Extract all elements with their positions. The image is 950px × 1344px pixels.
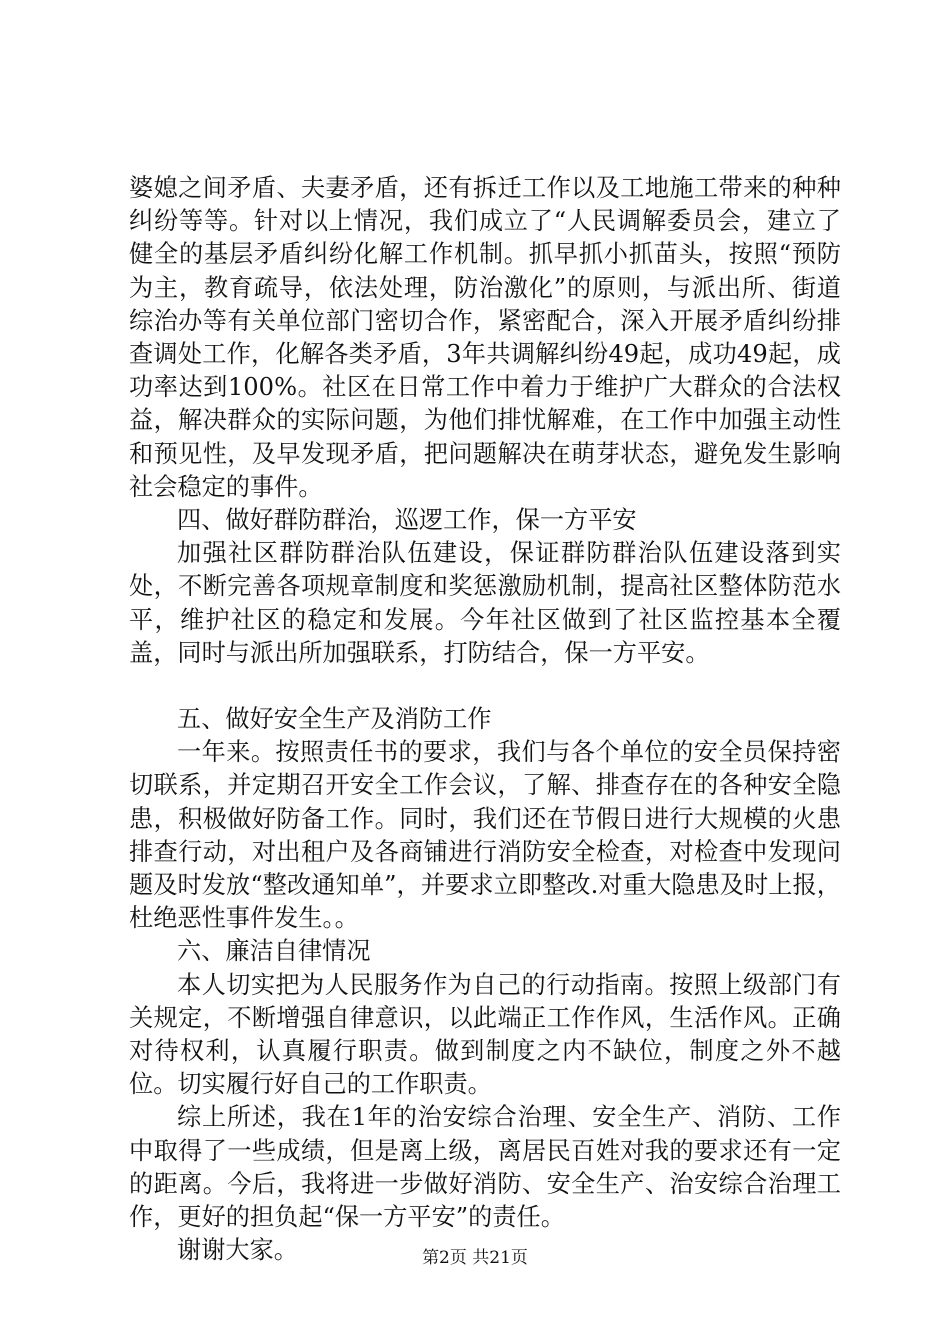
heading-section-four: 四、做好群防群治，巡逻工作，保一方平安 xyxy=(177,506,637,535)
paragraph-dispute-mediation: 婆媳之间矛盾、夫妻矛盾，还有拆迁工作以及工地施工带来的种种纠纷等等。针对以上情况，我们成立了“人民调解委员会，建立了健全的基层矛盾纠纷化解工作机制。抓早抓小抓苗头，按照“预防为主，教育疏导，依法处理，防治激化”的原则，与派出所、街道综治办等有关单位部门密切合作，紧密配合，深入开展矛盾纠纷排查调处工作，化解各类矛盾，3年共调解纠纷49起，成功49起，成功率达到100%。社区在日常工作中着力于维护广大群众的合法权益，解决群众的实际问题，为他们排忧解难，在工作中加强主动性和预见性，及早发现矛盾，把问题解决在萌芽状态，避免发生影响社会稳定的事件。 xyxy=(129,174,841,501)
paragraph-fire-safety: 一年来。按照责任书的要求，我们与各个单位的安全员保持密切联系，并定期召开安全工作会议，了解、排查存在的各种安全隐患，积极做好防备工作。同时，我们还在节假日进行大规模的火患排查行动，对出租户及各商铺进行消防安全检查，对检查中发现问题及时发放“整改通知单”，并要求立即整改.对重大隐患及时上报，杜绝恶性事件发生。。 xyxy=(129,738,841,933)
paragraph-group-defense: 加强社区群防群治队伍建设，保证群防群治队伍建设落到实处，不断完善各项规章制度和奖惩激励机制，提高社区整体防范水平，维护社区的稳定和发展。今年社区做到了社区监控基本全覆盖，同时与派出所加强联系，打防结合，保一方平安。 xyxy=(129,539,841,667)
blank-line xyxy=(129,670,841,703)
paragraph-summary: 综上所述，我在1年的治安综合治理、安全生产、消防、工作中取得了一些成绩，但是离上级，离居民百姓对我的要求还有一定的距离。今后，我将进一步做好消防、安全生产、治安综合治理工作，更好的担负起“保一方平安”的责任。 xyxy=(129,1103,841,1232)
page-number-footer: 第2页 共21页 xyxy=(422,1248,528,1268)
heading-section-six: 六、廉洁自律情况 xyxy=(177,937,371,966)
document-body xyxy=(129,172,841,1268)
paragraph-self-discipline: 本人切实把为人民服务作为自己的行动指南。按照上级部门有关规定，不断增强自律意识，以此端正工作作风，生活作风。正确对待权利，认真履行职责。做到制度之内不缺位，制度之外不越位。切实履行好自己的工作职责。 xyxy=(129,970,841,1099)
heading-section-five: 五、做好安全生产及消防工作 xyxy=(177,705,492,734)
paragraph-thanks: 谢谢大家。 xyxy=(177,1236,298,1265)
